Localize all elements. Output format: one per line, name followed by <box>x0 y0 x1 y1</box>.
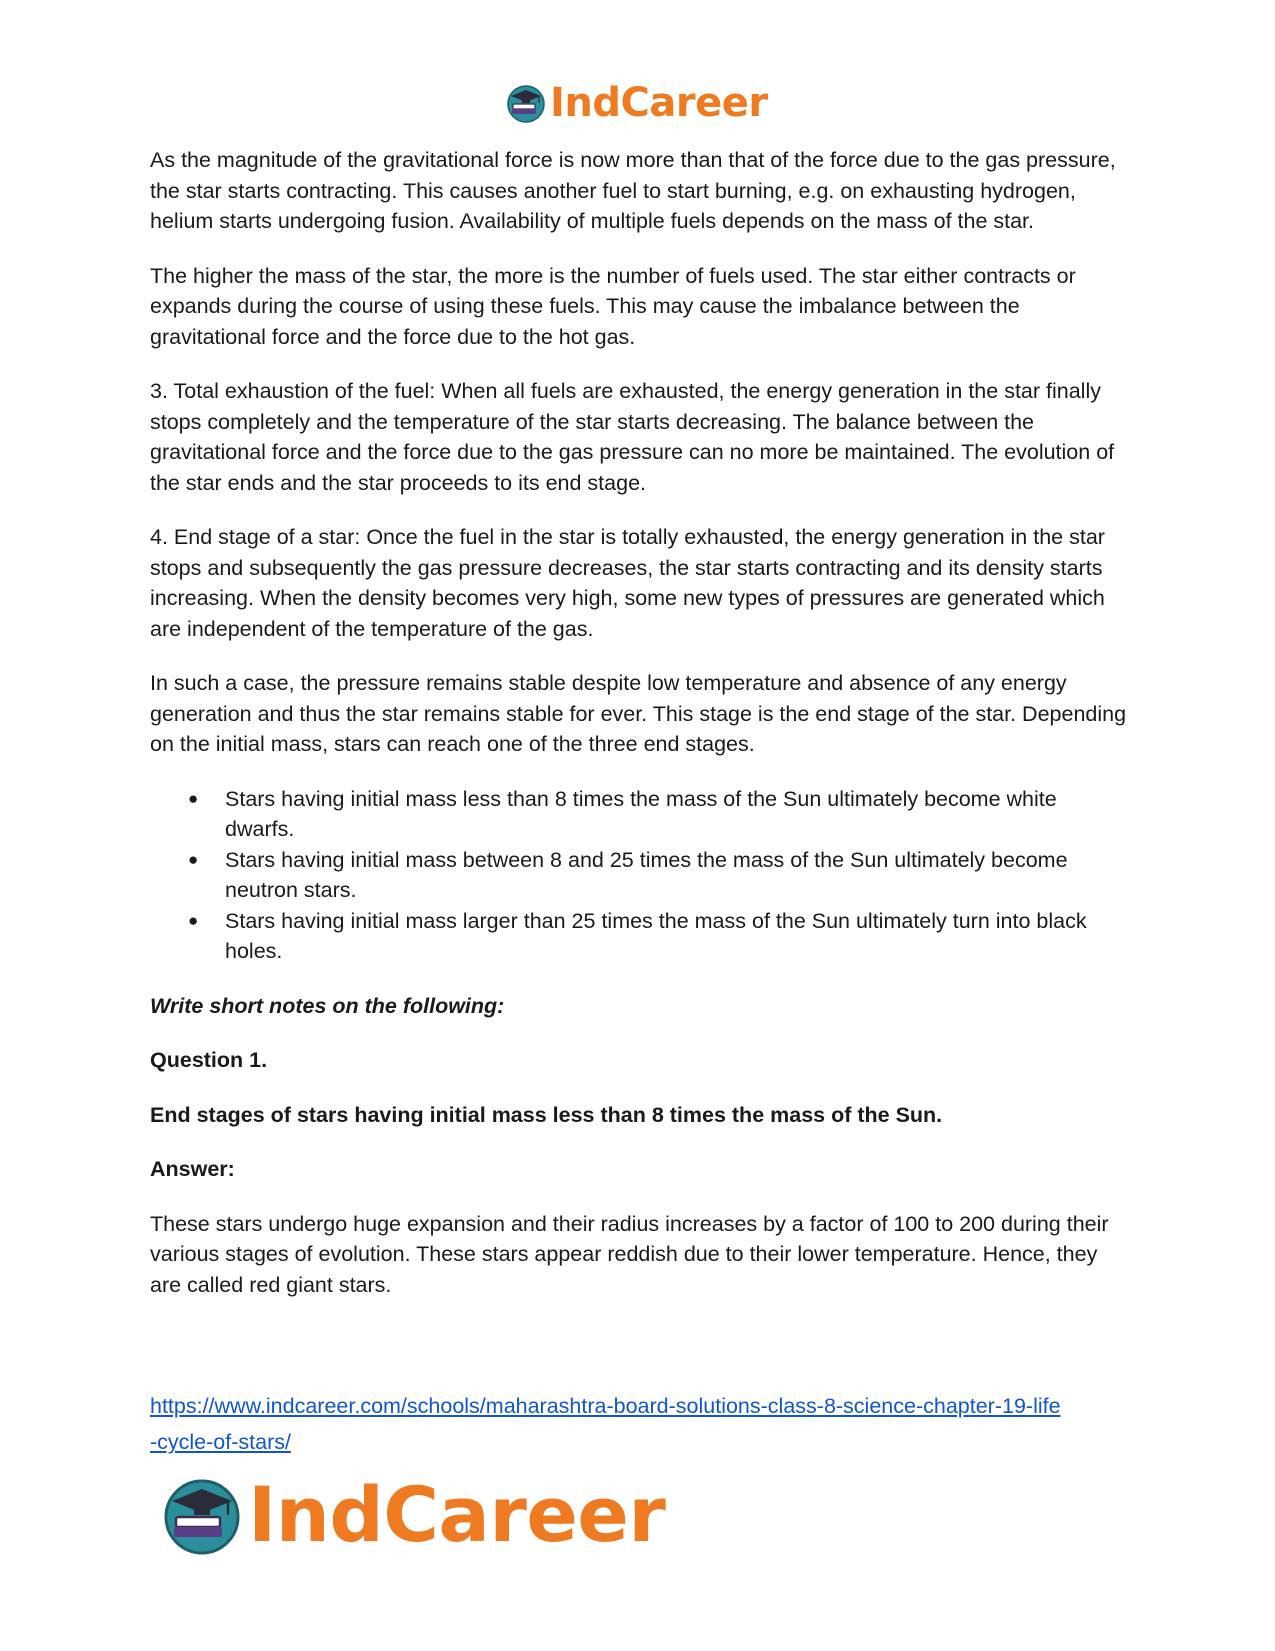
answer-label: Answer: <box>150 1157 235 1181</box>
list-item-text: Stars having initial mass between 8 and 25 times the mass of the Sun ultimately become neutron stars. <box>225 847 1068 902</box>
paragraph: 3. Total exhaustion of the fuel: When all fuels are exhausted, the energy generation in the star finally stops completely and the temperature of the star starts decreasing. The balance between the gravitational force and the force due to the gas pressure can no more be maintained. The evolution of the star ends and the star proceeds to its end stage. <box>150 379 1115 495</box>
end-stages-list <box>150 784 1130 967</box>
footer-brand-name: IndCareer <box>248 1470 666 1559</box>
paragraph: In such a case, the pressure remains stable despite low temperature and absence of any energy generation and thus the star remains stable for ever. This stage is the end stage of the star. Depending on the initial mass, stars can reach one of the three end stages. <box>150 671 1127 756</box>
document-body <box>150 145 1130 1324</box>
source-link-block <box>150 1388 1130 1460</box>
bullet-icon: ● <box>188 910 199 930</box>
list-item <box>188 784 1130 845</box>
footer-logo <box>160 1470 665 1560</box>
list-item <box>188 906 1130 967</box>
header-logo <box>505 78 768 128</box>
list-item-text: Stars having initial mass larger than 25 times the mass of the Sun ultimately turn into black holes. <box>225 908 1087 963</box>
paragraph: The higher the mass of the star, the more is the number of fuels used. The star either contracts or expands during the course of using these fuels. This may cause the imbalance between the gravitational force and the force due to the hot gas. <box>150 263 1076 349</box>
bullet-icon: ● <box>188 788 199 808</box>
paragraph: As the magnitude of the gravitational force is now more than that of the force due to the gas pressure, the star starts contracting. This causes another fuel to start burning, e.g. on exhausting hydrogen, helium starts undergoing fusion. Availability of multiple fuels depends on the mass of the star. <box>150 148 1116 233</box>
source-link[interactable] <box>150 1394 1061 1454</box>
question-label: Question 1. <box>150 1048 268 1072</box>
question-text: End stages of stars having initial mass less than 8 times the mass of the Sun. <box>150 1102 943 1127</box>
header-brand-name: IndCareer <box>550 80 768 126</box>
answer-text: These stars undergo huge expansion and their radius increases by a factor of 100 to 200 during their various stages of evolution. These stars appear reddish due to their lower temperature. Hence, they are called red giant stars. <box>150 1211 1109 1297</box>
list-item <box>188 845 1130 906</box>
list-item-text: Stars having initial mass less than 8 times the mass of the Sun ultimately become white dwarfs. <box>225 786 1057 841</box>
section-heading: Write short notes on the following: <box>150 993 505 1018</box>
graduation-cap-books-globe-icon <box>160 1473 244 1557</box>
paragraph: 4. End stage of a star: Once the fuel in the star is totally exhausted, the energy generation in the star stops and subsequently the gas pressure decreases, the star starts contracting and its density starts increasing. When the density becomes very high, some new types of pressures are generated which are independent of the temperature of the gas. <box>150 525 1105 641</box>
bullet-icon: ● <box>188 849 199 869</box>
source-link-line-2: -cycle-of-stars/ <box>150 1430 291 1454</box>
source-link-line-1: https://www.indcareer.com/schools/maharashtra-board-solutions-class-8-science-chapter-19-life <box>150 1394 1061 1418</box>
graduation-cap-books-globe-icon <box>505 82 547 124</box>
